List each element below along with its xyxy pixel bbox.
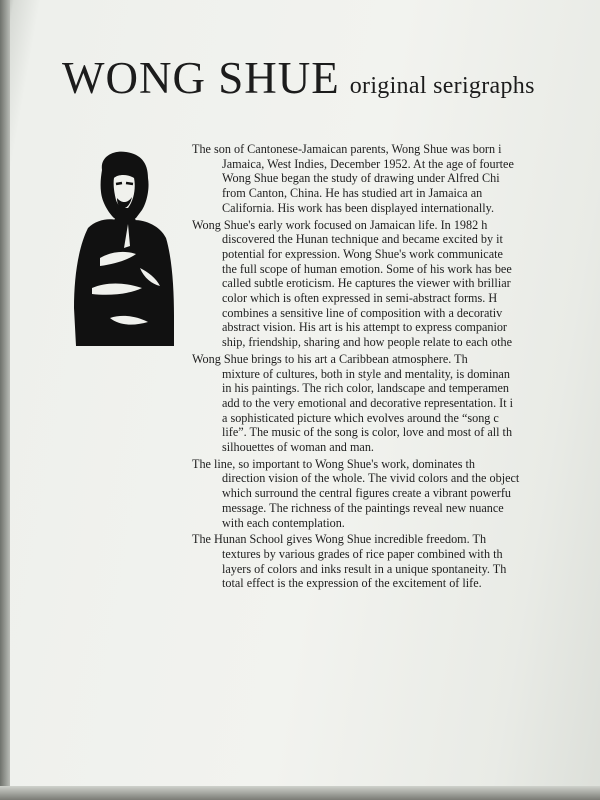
- text-line: Wong Shue's early work focused on Jamaican life. In 1982 h: [192, 217, 488, 232]
- bio-text: [192, 142, 600, 593]
- text-line: The line, so important to Wong Shue's work, dominates th: [192, 456, 475, 471]
- bio-paragraph-5: [192, 532, 600, 591]
- bio-paragraph-2: [192, 218, 600, 350]
- text-line: add to the very emotional and decorative representation. It i: [222, 395, 514, 410]
- page-shadow-edge: [0, 0, 10, 800]
- text-line: total effect is the expression of the excitement of life.: [222, 576, 482, 591]
- text-line: California. His work has been displayed internationally.: [222, 200, 495, 215]
- text-line: textures by various grades of rice paper combined with th: [222, 546, 503, 561]
- text-line: The Hunan School gives Wong Shue incredible freedom. Th: [192, 532, 487, 547]
- text-line: in his paintings. The rich color, landscape and temperamen: [222, 381, 509, 396]
- text-line: potential for expression. Wong Shue's work communicate: [222, 246, 503, 261]
- text-line: silhouettes of woman and man.: [222, 440, 374, 455]
- portrait-silhouette-icon: [70, 148, 178, 348]
- bio-paragraph-4: [192, 457, 600, 531]
- text-line: color which is often expressed in semi-abstract forms. H: [222, 291, 498, 306]
- text-line: which surround the central figures create a vibrant powerfu: [222, 486, 511, 501]
- text-line: The son of Cantonese-Jamaican parents, Wong Shue was born i: [192, 142, 502, 156]
- text-line: life”. The music of the song is color, love and most of all th: [222, 425, 513, 440]
- bio-paragraph-1: [192, 142, 600, 216]
- title-subtitle: original serigraphs: [349, 73, 535, 99]
- text-line: ship, friendship, sharing and how people relate to each othe: [222, 335, 513, 350]
- text-line: abstract vision. His art is his attempt to express companior: [222, 320, 507, 335]
- text-line: with each contemplation.: [222, 515, 345, 530]
- text-line: Wong Shue began the study of drawing under Alfred Chi: [222, 171, 500, 186]
- text-line: mixture of cultures, both in style and mentality, is dominan: [222, 366, 510, 381]
- text-line: combines a sensitive line of composition with a decorativ: [222, 305, 503, 320]
- text-line: Jamaica, West Indies, December 1952. At the age of fourtee: [222, 156, 514, 171]
- text-line: direction vision of the whole. The vivid colors and the object: [222, 471, 520, 486]
- text-line: called subtle eroticism. He captures the viewer with brilliar: [222, 276, 511, 291]
- page-bottom-edge: [0, 786, 600, 800]
- text-line: Wong Shue brings to his art a Caribbean atmosphere. Th: [192, 351, 468, 366]
- text-line: layers of colors and inks result in a unique spontaneity. Th: [222, 561, 507, 576]
- portrait-torso: [74, 219, 174, 346]
- text-line: from Canton, China. He has studied art in Jamaica an: [222, 186, 483, 201]
- page-title: [62, 52, 535, 104]
- text-line: a sophisticated picture which evolves around the “song c: [222, 410, 499, 425]
- text-line: discovered the Hunan technique and became excited by it: [222, 232, 503, 247]
- bio-paragraph-3: [192, 352, 600, 455]
- text-line: message. The richness of the paintings reveal new nuance: [222, 500, 504, 515]
- text-line: the full scope of human emotion. Some of his work has bee: [222, 261, 512, 276]
- artist-name: WONG SHUE: [62, 53, 340, 103]
